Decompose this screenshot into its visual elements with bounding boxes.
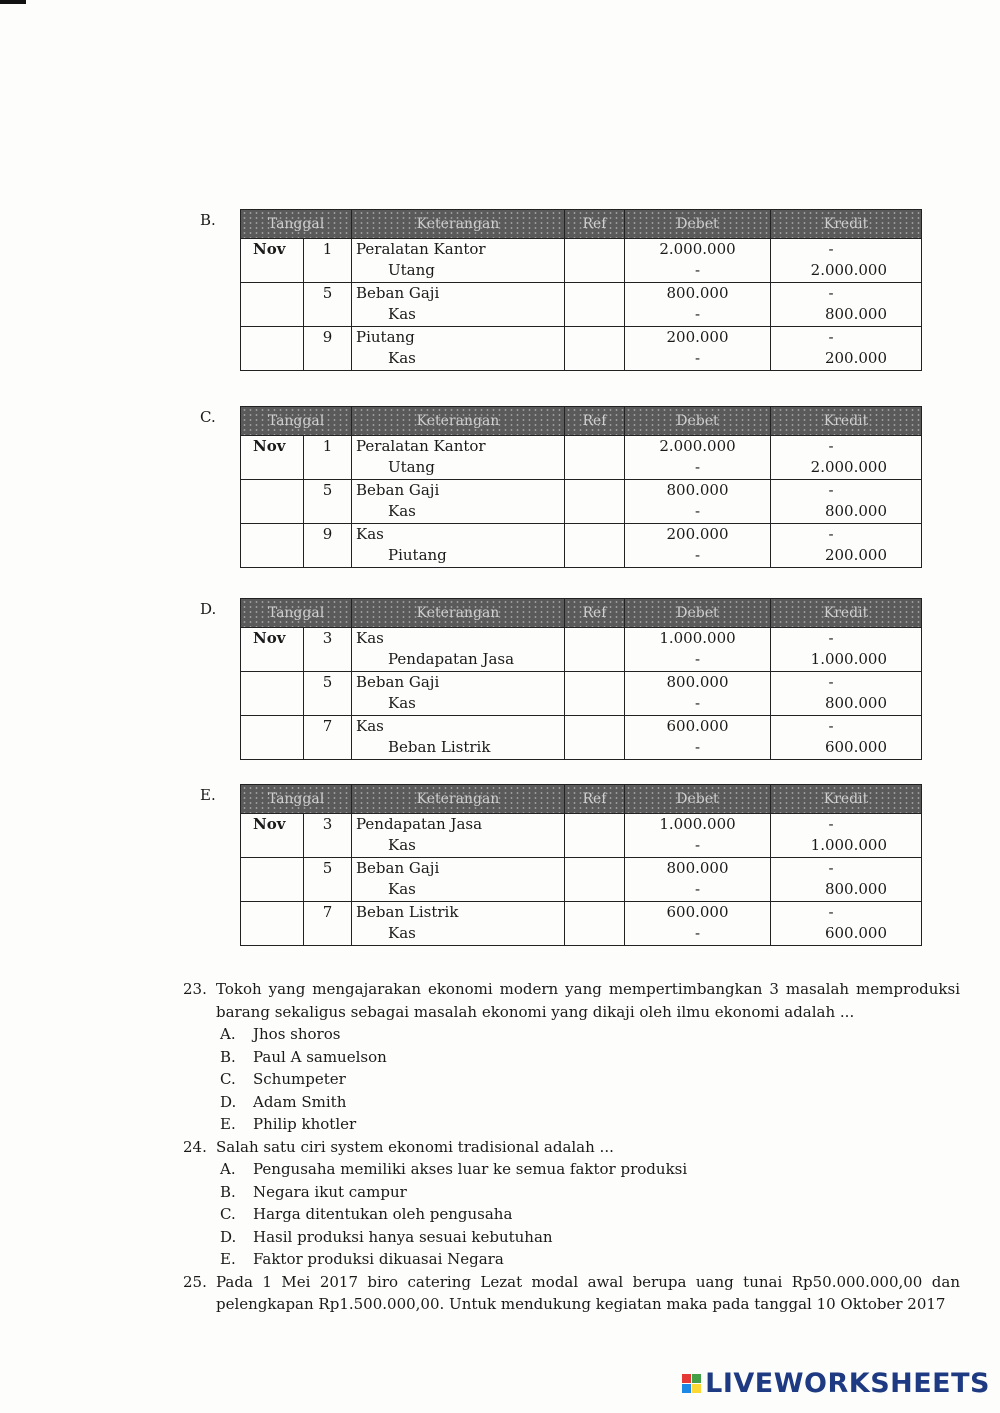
row-description	[352, 524, 565, 568]
choice-text: Jhos shoros	[253, 1025, 341, 1043]
choice-letter: C.	[220, 1205, 236, 1223]
row-day	[304, 436, 352, 480]
choice-letter: B.	[220, 1182, 236, 1201]
journal-row	[241, 672, 922, 716]
debit-account: Kas	[356, 525, 384, 543]
month-text	[253, 672, 299, 693]
credit-account: Utang	[388, 458, 435, 476]
credit-account: Kas	[388, 305, 416, 323]
row-credit	[771, 672, 922, 716]
month-text: Nov	[253, 437, 286, 455]
credit-amount: 200.000	[824, 546, 887, 564]
credit-dash: -	[828, 673, 834, 691]
credit-amount: 800.000	[824, 880, 887, 898]
header-debet: Debet	[625, 407, 771, 436]
header-keterangan: Keterangan	[352, 407, 565, 436]
choice-letter: D.	[220, 1092, 237, 1111]
journal-header-row	[241, 210, 922, 239]
row-ref	[565, 672, 625, 716]
row-debit	[625, 283, 771, 327]
credit-dash: -	[828, 284, 834, 302]
choice-23-d	[183, 1091, 960, 1114]
row-debit	[625, 436, 771, 480]
credit-dash: -	[828, 240, 834, 258]
row-month	[241, 480, 304, 524]
credit-dash: -	[828, 629, 834, 647]
row-ref	[565, 239, 625, 283]
journal-row	[241, 716, 922, 760]
journal-table	[240, 209, 922, 371]
journal-row	[241, 628, 922, 672]
debit-amount: 600.000	[666, 717, 729, 735]
logo-square	[682, 1374, 691, 1383]
row-day	[304, 524, 352, 568]
debit-amount: 800.000	[666, 481, 729, 499]
choice-24-b	[183, 1181, 960, 1204]
choice-24-d	[183, 1226, 960, 1249]
debit-dash: -	[694, 502, 701, 520]
month-text: Nov	[253, 815, 286, 833]
row-month	[241, 858, 304, 902]
question-number: 23.	[183, 980, 207, 998]
row-month	[241, 283, 304, 327]
debit-dash: -	[694, 694, 701, 712]
choice-letter: A.	[220, 1025, 236, 1043]
header-tanggal: Tanggal	[241, 407, 352, 436]
choice-letter: C.	[220, 1070, 236, 1088]
question-text: Salah satu ciri system ekonomi tradisional adalah ...	[216, 1137, 614, 1156]
row-day	[304, 239, 352, 283]
choice-letter: B.	[220, 1047, 236, 1066]
liveworksheets-logo	[682, 1368, 990, 1399]
debit-amount: 200.000	[666, 328, 729, 346]
row-debit	[625, 814, 771, 858]
question-25	[183, 1271, 960, 1316]
row-debit	[625, 524, 771, 568]
header-debet: Debet	[625, 210, 771, 239]
row-description	[352, 239, 565, 283]
debit-dash: -	[694, 924, 701, 942]
choice-letter: E.	[220, 1115, 236, 1133]
question-number: 24.	[183, 1137, 207, 1156]
row-debit	[625, 672, 771, 716]
header-ref: Ref	[565, 210, 625, 239]
day-text: 7	[322, 903, 333, 921]
header-ref: Ref	[565, 407, 625, 436]
row-day	[304, 327, 352, 371]
row-ref	[565, 524, 625, 568]
row-month	[241, 716, 304, 760]
credit-dash: -	[828, 481, 834, 499]
row-credit	[771, 327, 922, 371]
question-24	[183, 1136, 960, 1159]
row-credit	[771, 239, 922, 283]
question-23	[183, 978, 960, 1023]
choice-text: Adam Smith	[253, 1092, 347, 1111]
debit-dash: -	[694, 738, 701, 756]
choice-letter: A.	[220, 1160, 236, 1178]
choice-23-a	[183, 1023, 960, 1046]
row-day	[304, 716, 352, 760]
row-description	[352, 672, 565, 716]
journal-row	[241, 858, 922, 902]
credit-dash: -	[828, 859, 834, 877]
row-ref	[565, 902, 625, 946]
day-text: 9	[322, 328, 333, 346]
scan-corner-mark	[0, 0, 26, 4]
row-credit	[771, 436, 922, 480]
row-ref	[565, 480, 625, 524]
header-keterangan: Keterangan	[352, 210, 565, 239]
question-text: Tokoh yang mengajarakan ekonomi modern yang mempertimbangkan 3 masalah memproduksi barang sekaligus sebagai masalah ekonomi yang dikaji oleh ilmu ekonomi adalah ...	[216, 980, 960, 1021]
row-month	[241, 628, 304, 672]
header-debet: Debet	[625, 599, 771, 628]
credit-dash: -	[828, 437, 834, 455]
logo-square	[682, 1384, 691, 1393]
question-number: 25.	[183, 1272, 207, 1291]
debit-dash: -	[694, 261, 701, 279]
row-description	[352, 858, 565, 902]
credit-amount: 600.000	[824, 738, 887, 756]
debit-account: Beban Gaji	[356, 284, 440, 302]
header-tanggal: Tanggal	[241, 785, 352, 814]
debit-amount: 1.000.000	[659, 629, 736, 647]
day-text: 3	[322, 815, 333, 833]
credit-amount: 800.000	[824, 502, 887, 520]
option-letter: C.	[200, 408, 216, 426]
brand-name: LIVEWORKSHEETS	[705, 1368, 990, 1399]
month-text	[253, 327, 299, 348]
month-text	[253, 524, 299, 545]
header-kredit: Kredit	[771, 599, 922, 628]
day-text: 3	[322, 629, 333, 647]
row-credit	[771, 524, 922, 568]
journal-row	[241, 239, 922, 283]
row-description	[352, 327, 565, 371]
row-ref	[565, 283, 625, 327]
row-ref	[565, 814, 625, 858]
debit-dash: -	[694, 458, 701, 476]
credit-dash: -	[828, 815, 834, 833]
row-credit	[771, 480, 922, 524]
debit-dash: -	[694, 650, 701, 668]
day-text: 9	[322, 525, 333, 543]
debit-account: Peralatan Kantor	[356, 240, 486, 258]
brand-logo-icon	[682, 1374, 701, 1393]
debit-amount: 800.000	[666, 284, 729, 302]
debit-dash: -	[694, 305, 701, 323]
questions-section	[183, 978, 960, 1316]
day-text: 5	[322, 673, 333, 691]
row-debit	[625, 858, 771, 902]
day-text: 1	[322, 240, 333, 258]
choice-text: Pengusaha memiliki akses luar ke semua faktor produksi	[253, 1160, 688, 1178]
credit-amount: 200.000	[824, 349, 887, 367]
journal-table	[240, 406, 922, 568]
row-debit	[625, 480, 771, 524]
credit-account: Kas	[388, 349, 416, 367]
row-debit	[625, 327, 771, 371]
choice-letter: D.	[220, 1227, 237, 1246]
journal-row	[241, 524, 922, 568]
row-month	[241, 902, 304, 946]
row-ref	[565, 716, 625, 760]
journal-header-row	[241, 599, 922, 628]
row-month	[241, 436, 304, 480]
row-credit	[771, 858, 922, 902]
choice-letter: E.	[220, 1250, 236, 1268]
journal-row	[241, 436, 922, 480]
debit-amount: 1.000.000	[659, 815, 736, 833]
credit-account: Kas	[388, 880, 416, 898]
month-text: Nov	[253, 240, 286, 258]
row-ref	[565, 858, 625, 902]
credit-amount: 800.000	[824, 305, 887, 323]
debit-account: Beban Listrik	[356, 903, 459, 921]
option-letter: B.	[200, 211, 216, 229]
header-debet: Debet	[625, 785, 771, 814]
row-description	[352, 628, 565, 672]
row-debit	[625, 902, 771, 946]
day-text: 5	[322, 481, 333, 499]
journal-row	[241, 283, 922, 327]
credit-amount: 2.000.000	[810, 261, 887, 279]
day-text: 5	[322, 859, 333, 877]
row-month	[241, 239, 304, 283]
choice-text: Paul A samuelson	[253, 1047, 387, 1066]
debit-account: Kas	[356, 629, 384, 647]
row-ref	[565, 436, 625, 480]
credit-account: Kas	[388, 836, 416, 854]
option-letter: E.	[200, 786, 216, 804]
credit-amount: 800.000	[824, 694, 887, 712]
header-kredit: Kredit	[771, 210, 922, 239]
credit-amount: 2.000.000	[810, 458, 887, 476]
journal-header-row	[241, 785, 922, 814]
journal-row	[241, 327, 922, 371]
header-keterangan: Keterangan	[352, 785, 565, 814]
credit-amount: 600.000	[824, 924, 887, 942]
credit-amount: 1.000.000	[810, 650, 887, 668]
day-text: 1	[322, 437, 333, 455]
credit-amount: 1.000.000	[810, 836, 887, 854]
debit-dash: -	[694, 546, 701, 564]
choice-24-a	[183, 1158, 960, 1181]
row-credit	[771, 814, 922, 858]
choice-text: Schumpeter	[253, 1070, 346, 1088]
credit-account: Kas	[388, 502, 416, 520]
row-ref	[565, 628, 625, 672]
row-description	[352, 480, 565, 524]
debit-account: Pendapatan Jasa	[356, 815, 483, 833]
day-text: 5	[322, 284, 333, 302]
row-debit	[625, 628, 771, 672]
debit-dash: -	[694, 349, 701, 367]
debit-account: Kas	[356, 717, 384, 735]
header-kredit: Kredit	[771, 407, 922, 436]
header-tanggal: Tanggal	[241, 599, 352, 628]
row-debit	[625, 239, 771, 283]
credit-dash: -	[828, 525, 834, 543]
debit-amount: 200.000	[666, 525, 729, 543]
day-text: 7	[322, 717, 333, 735]
debit-account: Beban Gaji	[356, 859, 440, 877]
row-day	[304, 814, 352, 858]
journal-table	[240, 598, 922, 760]
credit-account: Pendapatan Jasa	[388, 650, 515, 668]
row-credit	[771, 283, 922, 327]
logo-square	[692, 1374, 701, 1383]
header-tanggal: Tanggal	[241, 210, 352, 239]
choice-24-c	[183, 1203, 960, 1226]
row-description	[352, 716, 565, 760]
row-month	[241, 327, 304, 371]
choice-text: Philip khotler	[253, 1115, 357, 1133]
question-text: Pada 1 Mei 2017 biro catering Lezat modal awal berupa uang tunai Rp50.000.000,00 dan pelengkapan Rp1.500.000,00. Untuk mendukung kegiatan maka pada tanggal 10 Oktober 2017	[216, 1272, 960, 1313]
choice-23-c	[183, 1068, 960, 1091]
row-day	[304, 283, 352, 327]
journal-row	[241, 814, 922, 858]
credit-account: Utang	[388, 261, 435, 279]
choice-text: Harga ditentukan oleh pengusaha	[253, 1205, 513, 1223]
header-kredit: Kredit	[771, 785, 922, 814]
debit-account: Beban Gaji	[356, 481, 440, 499]
row-day	[304, 480, 352, 524]
debit-amount: 800.000	[666, 859, 729, 877]
debit-account: Piutang	[356, 328, 415, 346]
row-description	[352, 436, 565, 480]
header-ref: Ref	[565, 599, 625, 628]
month-text	[253, 283, 299, 304]
credit-account: Kas	[388, 694, 416, 712]
journal-row	[241, 480, 922, 524]
header-ref: Ref	[565, 785, 625, 814]
logo-square	[692, 1384, 701, 1393]
month-text	[253, 858, 299, 879]
row-day	[304, 672, 352, 716]
journal-row	[241, 902, 922, 946]
row-description	[352, 902, 565, 946]
choice-text: Faktor produksi dikuasai Negara	[253, 1250, 504, 1268]
month-text: Nov	[253, 629, 286, 647]
row-day	[304, 628, 352, 672]
row-day	[304, 858, 352, 902]
row-credit	[771, 902, 922, 946]
credit-dash: -	[828, 903, 834, 921]
row-debit	[625, 716, 771, 760]
debit-account: Peralatan Kantor	[356, 437, 486, 455]
debit-dash: -	[694, 836, 701, 854]
debit-amount: 2.000.000	[659, 437, 736, 455]
debit-amount: 800.000	[666, 673, 729, 691]
debit-dash: -	[694, 880, 701, 898]
credit-dash: -	[828, 717, 834, 735]
journal-table	[240, 784, 922, 946]
choice-23-b	[183, 1046, 960, 1069]
row-month	[241, 814, 304, 858]
choice-24-e	[183, 1248, 960, 1271]
month-text	[253, 902, 299, 923]
debit-account: Beban Gaji	[356, 673, 440, 691]
row-description	[352, 283, 565, 327]
debit-amount: 2.000.000	[659, 240, 736, 258]
credit-account: Kas	[388, 924, 416, 942]
credit-account: Piutang	[388, 546, 447, 564]
choice-text: Negara ikut campur	[253, 1182, 407, 1201]
header-keterangan: Keterangan	[352, 599, 565, 628]
credit-dash: -	[828, 328, 834, 346]
choice-text: Hasil produksi hanya sesuai kebutuhan	[253, 1227, 553, 1246]
option-letter: D.	[200, 600, 217, 618]
row-description	[352, 814, 565, 858]
row-ref	[565, 327, 625, 371]
row-month	[241, 672, 304, 716]
month-text	[253, 716, 299, 737]
choice-23-e	[183, 1113, 960, 1136]
row-credit	[771, 716, 922, 760]
row-month	[241, 524, 304, 568]
row-credit	[771, 628, 922, 672]
journal-header-row	[241, 407, 922, 436]
credit-account: Beban Listrik	[388, 738, 491, 756]
debit-amount: 600.000	[666, 903, 729, 921]
row-day	[304, 902, 352, 946]
month-text	[253, 480, 299, 501]
